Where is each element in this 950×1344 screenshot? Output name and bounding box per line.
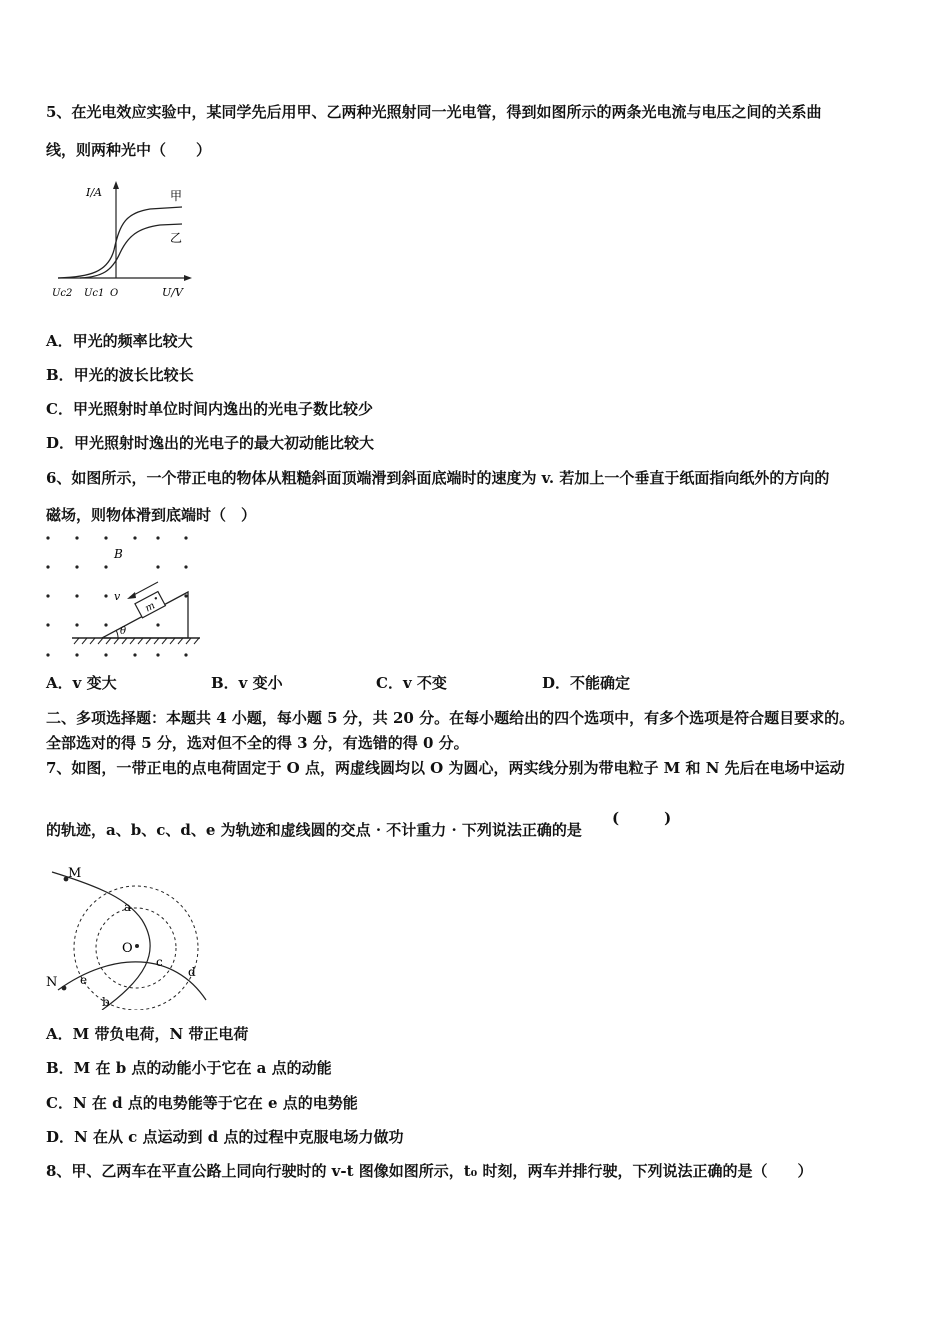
- q7-label-b: b: [102, 995, 110, 1009]
- particle-n-dot: [62, 986, 67, 991]
- ground-hatch: [74, 638, 199, 644]
- q5-x-arrow: [184, 275, 192, 281]
- q6-v-label: v: [114, 590, 121, 603]
- q7-label-m: M: [68, 866, 82, 881]
- outer-dashed-circle: [74, 886, 198, 1010]
- curve-yi: [80, 224, 182, 278]
- section2-heading-line1: 二、多项选择题：本题共 4 小题，每小题 5 分，共 20 分。在每小题给出的四个选项中，有多个选项是符合题目要求的。: [46, 709, 855, 727]
- q8-stem-line1: 8、甲、乙两车在平直公路上同向行驶时的 v-t 图像如图所示，t₀ 时刻，两车并排行驶，下列说法正确的是（ ）: [46, 1162, 813, 1180]
- q6-options-row: [46, 672, 906, 694]
- q7-option-d: D．N 在从 c 点运动到 d 点的过程中克服电场力做功: [46, 1128, 404, 1146]
- angle-arc: [116, 630, 118, 638]
- q7-stem-line1: 7、如图，一带正电的点电荷固定于 O 点，两虚线圆均以 O 为圆心，两实线分别为带电粒子 M 和 N 先后在电场中运动: [46, 759, 845, 777]
- q6-option-b: B．v 变小: [211, 674, 283, 692]
- q5-x-label: U/V: [162, 286, 183, 299]
- q6-option-d: D．不能确定: [542, 674, 631, 692]
- q5-curve-label-yi: 乙: [170, 231, 183, 245]
- q6-stem-line2: 磁场，则物体滑到底端时（ ）: [46, 506, 257, 524]
- q7-label-n: N: [46, 975, 58, 990]
- q7-option-b: B．M 在 b 点的动能小于它在 a 点的动能: [46, 1059, 332, 1077]
- q7-option-a: A．M 带负电荷，N 带正电荷: [46, 1025, 249, 1043]
- q5-curve-label-jia: 甲: [170, 189, 183, 203]
- q5-option-d: D．甲光照射时逸出的光电子的最大初动能比较大: [46, 434, 375, 452]
- q7-label-d: d: [188, 965, 196, 979]
- inner-dashed-circle: [96, 908, 176, 988]
- q5-stem-line2: 线，则两种光中（ ）: [46, 141, 212, 159]
- q5-option-a: A．甲光的频率比较大: [46, 332, 193, 350]
- block-m: [135, 592, 165, 618]
- q7-label-o: O: [122, 941, 133, 956]
- q6-incline-figure: [40, 530, 210, 665]
- q5-option-c: C．甲光照射时单位时间内逸出的光电子数比较少: [46, 400, 373, 418]
- q5-y-arrow: [113, 181, 119, 189]
- q5-origin: O: [110, 288, 119, 299]
- point-charge-o: [135, 944, 139, 948]
- q6-option-c: C．v 不变: [376, 674, 447, 692]
- q6-stem-line1: 6、如图所示，一个带正电的物体从粗糙斜面顶端滑到斜面底端时的速度为 v. 若加上一个垂直于纸面指向纸外的方向的: [46, 469, 830, 487]
- q7-label-c: c: [156, 955, 163, 969]
- q5-stem-line1: 5、在光电效应实验中，某同学先后用甲、乙两种光照射同一光电管，得到如图所示的两条光电流与电压之间的关系曲: [46, 103, 822, 121]
- curve-jia: [58, 207, 182, 278]
- q6-b-label: B: [114, 547, 123, 561]
- q5-tick-uc2: Uc2: [52, 288, 73, 299]
- q5-iv-graph: [50, 178, 200, 303]
- q5-option-b: B．甲光的波长比较长: [46, 366, 194, 384]
- q6-option-a: A．v 变大: [46, 674, 117, 692]
- q7-label-a: a: [124, 900, 132, 914]
- q6-m-label: m: [143, 600, 158, 615]
- q7-label-e: e: [80, 973, 88, 987]
- q7-stem-line2: 的轨迹，a、b、c、d、e 为轨迹和虚线圆的交点 · 不计重力 · 下列说法正确的是: [46, 821, 582, 839]
- q7-field-figure: [44, 860, 214, 1010]
- q5-tick-uc1: Uc1: [84, 288, 105, 299]
- q5-y-label: I/A: [86, 186, 102, 199]
- q7-option-c: C．N 在 d 点的电势能等于它在 e 点的电势能: [46, 1094, 358, 1112]
- q7-answer-bracket: ( ): [612, 809, 672, 827]
- section2-heading-line2: 全部选对的得 5 分，选对但不全的得 3 分，有选错的得 0 分。: [46, 734, 469, 752]
- q6-theta-label: θ: [120, 626, 127, 637]
- velocity-arrowhead: [127, 592, 136, 599]
- trajectory-m: [52, 872, 150, 1010]
